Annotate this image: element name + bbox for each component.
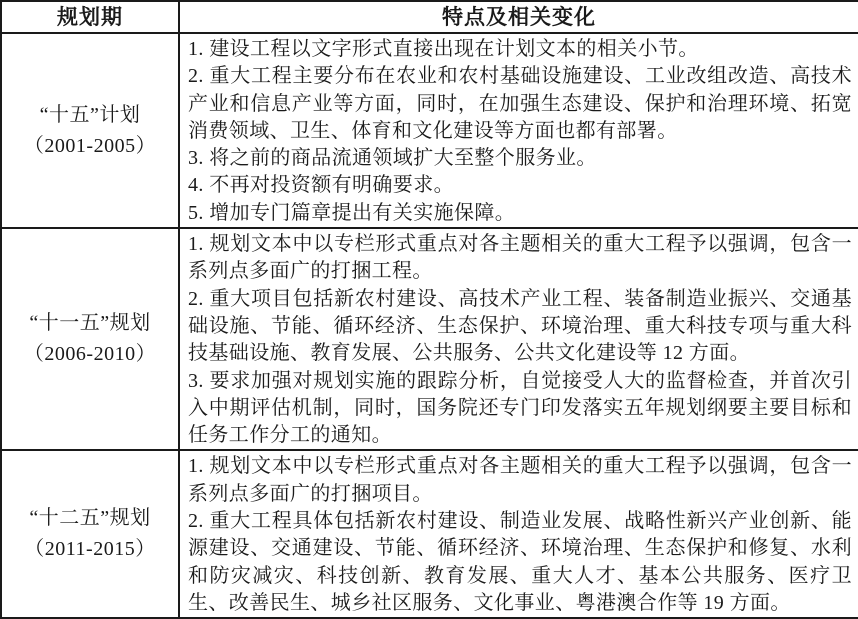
period-years: （2006-2010）	[23, 343, 157, 366]
period-name: “十二五”规划	[29, 507, 151, 530]
period-years: （2001-2005）	[23, 134, 157, 157]
feature-item: 4. 不再对投资额有明确要求。	[188, 174, 454, 197]
period-cell	[1, 33, 179, 228]
feature-item: 2. 重大工程主要分布在农业和农村基础设施建设、工业改组改造、高技术产业和信息产业等方面，同时，在加强生态建设、保护和治理环境、拓宽消费领域、卫生、体育和文化建设等方面也都有部署。	[188, 65, 852, 142]
column-header-features: 特点及相关变化	[179, 1, 858, 33]
feature-item: 1. 建设工程以文字形式直接出现在计划文本的相关小节。	[188, 38, 699, 60]
period-name: “十一五”规划	[29, 312, 151, 335]
table-header-row	[1, 1, 858, 33]
feature-item: 2. 重大项目包括新农村建设、高技术产业工程、装备制造业振兴、交通基础设施、节能、循环经济、生态保护、环境治理、重大科技专项与重大科技基础设施、教育发展、公共服务、公共文化建设等 12 方面。	[188, 287, 852, 365]
feature-item: 1. 规划文本中以专栏形式重点对各主题相关的重大工程予以强调，包含一系列点多面广的打捆项目。	[188, 455, 852, 505]
feature-item: 5. 增加专门篇章提出有关实施保障。	[188, 201, 516, 224]
period-cell	[1, 228, 179, 450]
period-cell	[1, 450, 179, 618]
column-header-planning-period: 规划期	[1, 1, 179, 33]
feature-item: 2. 重大工程具体包括新农村建设、制造业发展、战略性新兴产业创新、能源建设、交通建设、节能、循环经济、环境治理、生态保护和修复、水利和防灾减灾、科技创新、教育发展、重大人才、基本公共服务、医疗卫生、改善民生、城乡社区服务、文化事业、粤港澳合作等 19 方面。	[188, 510, 852, 614]
period-years: （2011-2015）	[24, 538, 156, 561]
feature-item: 1. 规划文本中以专栏形式重点对各主题相关的重大工程予以强调，包含一系列点多面广的打捆工程。	[188, 233, 852, 283]
feature-item: 3. 将之前的商品流通领域扩大至整个服务业。	[188, 147, 597, 170]
features-cell	[179, 33, 858, 228]
table-row-11th-plan	[1, 228, 858, 450]
period-name: “十五”计划	[39, 103, 141, 126]
table-row-12th-plan	[1, 450, 858, 618]
feature-item: 3. 要求加强对规划实施的跟踪分析，自觉接受人大的监督检查，并首次引入中期评估机制，同时，国务院还专门印发落实五年规划纲要主要目标和任务工作分工的通知。	[188, 369, 852, 447]
table-row-10th-plan	[1, 33, 858, 228]
features-cell	[179, 450, 858, 618]
features-cell	[179, 228, 858, 450]
